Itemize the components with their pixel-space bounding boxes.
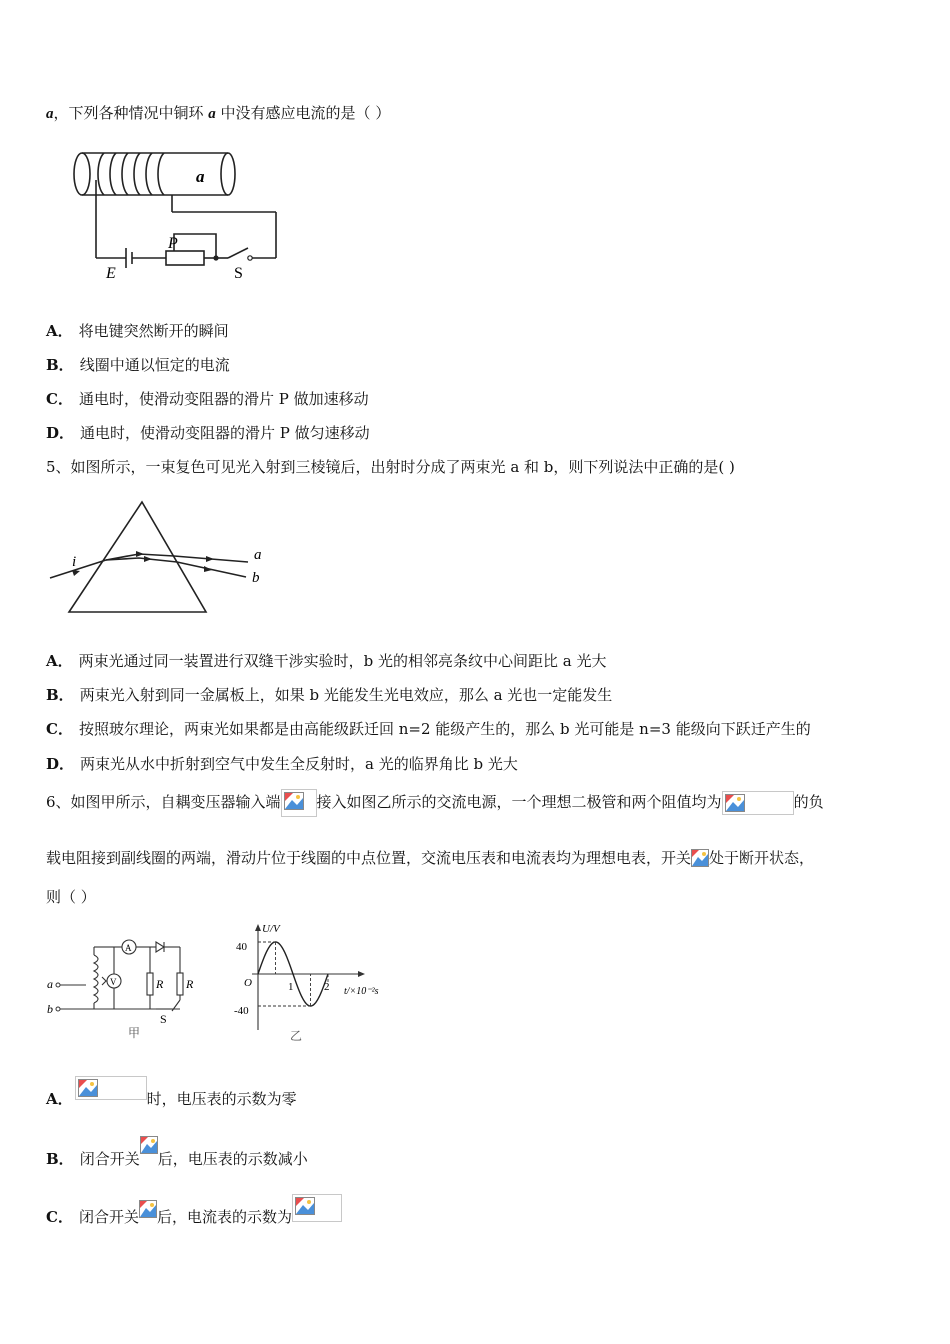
q6-stem-line2	[46, 847, 814, 869]
q4-stem-var: a	[46, 106, 54, 122]
q4-stem-post: 中没有感应电流的是（ ）	[215, 104, 391, 122]
q6-fig-jia-circuit	[44, 925, 214, 1045]
q4-option-a	[46, 320, 229, 341]
q4-option-d	[46, 422, 370, 443]
q4-battery-label: E	[106, 265, 116, 282]
q6-yi-xtick-2: 2	[324, 981, 330, 993]
q5-stem: 5、如图所示，一束复色可见光入射到三棱镜后，出射时分成了两束光 a 和 b，则下列说法中正确的是( )	[46, 458, 735, 476]
q6-yi-ylabel: U/V	[262, 923, 280, 935]
q5-option-c	[46, 718, 811, 739]
q5-option-d-letter: D．	[46, 755, 75, 773]
q6-jia-ammeter-label: A	[125, 943, 132, 953]
q4-option-a-letter: A．	[46, 322, 73, 340]
q6-stem-part1: 6、如图甲所示，自耦变压器输入端	[46, 793, 281, 811]
q6-option-b	[46, 1134, 308, 1184]
q5-prism-figure	[44, 496, 274, 618]
q4-option-c-letter: C．	[46, 390, 73, 408]
q4-solenoid-circuit-figure	[68, 140, 288, 285]
q4-slider-label: P	[168, 235, 178, 252]
q4-option-d-text: 通电时，使滑动变阻器的滑片 P 做匀速移动	[80, 424, 370, 442]
q4-option-b	[46, 354, 230, 375]
q6-option-a-text: 时，电压表的示数为零	[146, 1090, 297, 1108]
q4-option-c-text: 通电时，使滑动变阻器的滑片 P 做加速移动	[78, 390, 369, 408]
q5-ray-b-label: b	[252, 570, 260, 586]
q6-option-c	[46, 1192, 342, 1242]
q5-option-b-letter: B．	[46, 686, 74, 704]
q6-jia-b-label: b	[47, 1002, 53, 1016]
q4-option-b-text: 线圈中通以恒定的电流	[79, 356, 230, 374]
q4-switch-label: S	[234, 265, 243, 282]
broken-image-icon	[75, 1076, 147, 1100]
q6-stem-line3: 则（ ）	[46, 888, 96, 906]
q6-option-b-text-before: 闭合开关	[79, 1150, 140, 1168]
q6-option-b-text: 后，电压表的示数减小	[157, 1150, 308, 1168]
q4-option-c	[46, 388, 369, 409]
q6-option-a-letter: A．	[46, 1090, 73, 1108]
q6-option-c-text: 后，电流表的示数为	[156, 1208, 292, 1226]
q6-option-a	[46, 1074, 297, 1124]
q6-yi-caption: 乙	[290, 1029, 303, 1043]
broken-image-icon	[722, 791, 794, 815]
broken-image-icon	[139, 1200, 157, 1220]
q6-stem-line2-a: 载电阻接到副线圈的两端，滑动片位于线圈的中点位置，交流电压表和电流表均为理想电表，开关	[46, 849, 692, 867]
q6-yi-ytick-top: 40	[236, 941, 247, 953]
q5-option-b	[46, 684, 612, 705]
q6-jia-switch-label: S	[160, 1012, 167, 1026]
q5-incident-label: i	[72, 554, 77, 570]
q5-option-d-text: 两束光从水中折射到空气中发生全反射时，a 光的临界角比 b 光大	[80, 755, 518, 773]
q4-option-d-letter: D．	[46, 424, 75, 442]
q4-option-b-letter: B．	[46, 356, 74, 374]
q6-stem-part2: 接入如图乙所示的交流电源，一个理想二极管和两个阻值均为	[316, 793, 722, 811]
q6-stem-part3: 的负	[793, 793, 824, 811]
q6-jia-r2-label: R	[186, 977, 194, 991]
q5-option-a-text: 两束光通过同一装置进行双缝干涉实验时，b 光的相邻亮条纹中心间距比 a 光大	[78, 652, 607, 670]
q6-fig-yi-chart	[228, 918, 400, 1044]
q6-stem-line2-b: 处于断开状态，	[709, 849, 815, 867]
q6-jia-a-label: a	[47, 977, 53, 991]
q5-option-b-text: 两束光入射到同一金属板上，如果 b 光能发生光电效应，那么 a 光也一定能发生	[79, 686, 613, 704]
q5-option-d	[46, 753, 518, 774]
q6-stem-line1	[46, 784, 824, 820]
q6-option-c-letter: C．	[46, 1208, 73, 1226]
q6-jia-caption: 甲	[128, 1026, 141, 1040]
q6-yi-origin: O	[244, 977, 252, 989]
q4-stem-var2: a	[208, 106, 216, 122]
q6-yi-ytick-bottom: -40	[234, 1005, 249, 1017]
q5-option-c-letter: C．	[46, 720, 73, 738]
q6-yi-xtick-1: 1	[288, 981, 294, 993]
q4-ring-label: a	[196, 167, 205, 186]
broken-image-icon	[691, 849, 709, 869]
q6-option-b-letter: B．	[46, 1150, 74, 1168]
broken-image-icon	[140, 1136, 158, 1156]
q6-yi-xlabel: t/×10⁻²s	[344, 986, 379, 997]
q5-ray-a-label: a	[254, 547, 262, 563]
q6-jia-voltmeter-label: V	[110, 977, 117, 987]
broken-image-icon	[292, 1194, 342, 1222]
q4-option-a-text: 将电键突然断开的瞬间	[78, 322, 229, 340]
q5-option-a	[46, 650, 607, 671]
q5-option-c-text: 按照玻尔理论，两束光如果都是由高能级跃迁回 n=2 能级产生的，那么 b 光可能是 n=3 能级向下跃迁产生的	[78, 720, 811, 738]
q6-option-c-text-before: 闭合开关	[78, 1208, 139, 1226]
broken-image-icon	[281, 789, 317, 817]
q4-stem	[46, 102, 390, 123]
q5-option-a-letter: A．	[46, 652, 73, 670]
q4-stem-pre: ，下列各种情况中铜环	[53, 104, 209, 122]
q6-jia-r1-label: R	[156, 977, 164, 991]
